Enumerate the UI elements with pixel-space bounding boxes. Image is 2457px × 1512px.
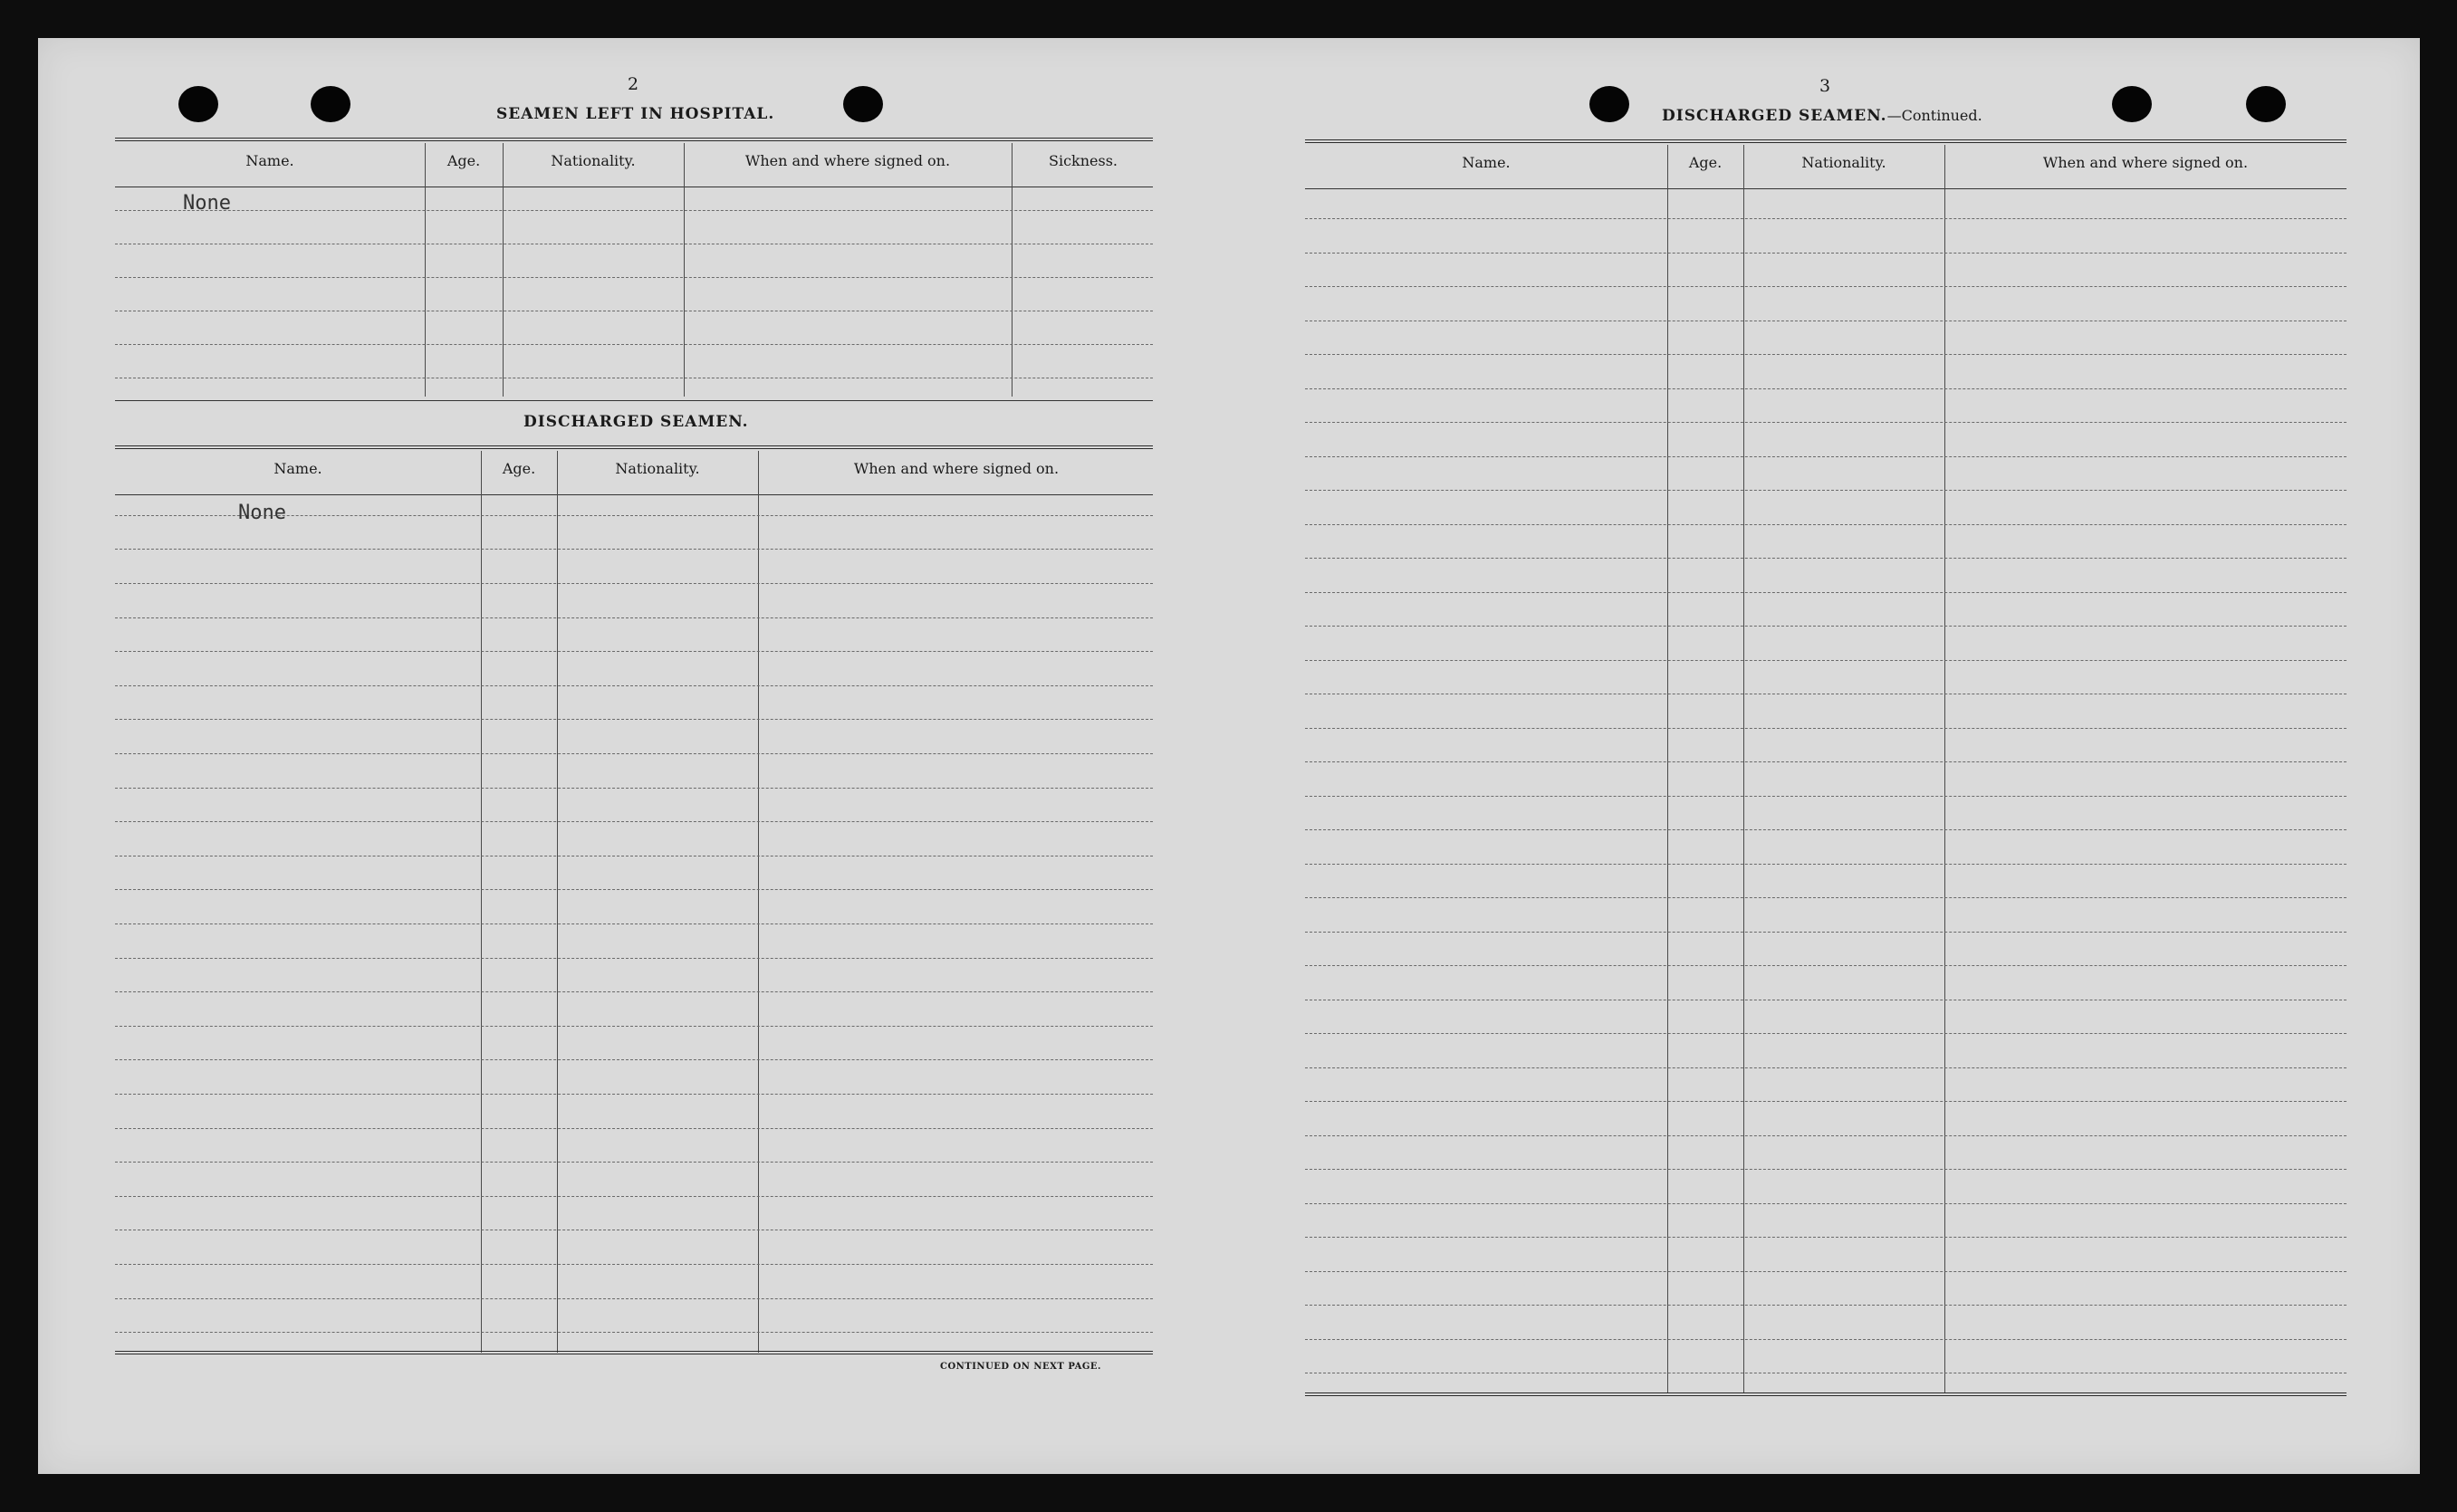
- col-header-age: Age.: [502, 460, 536, 477]
- col-header-name: Name.: [1462, 154, 1511, 171]
- col-header-name: Name.: [245, 152, 294, 169]
- discharged-section-title: DISCHARGED SEAMEN.: [523, 413, 749, 431]
- col-header-nationality: Nationality.: [551, 152, 636, 169]
- left-page-number: 2: [627, 74, 639, 94]
- discharged-table-left: [115, 445, 1153, 1392]
- left-page-title: SEAMEN LEFT IN HOSPITAL.: [496, 105, 775, 123]
- punch-hole: [2246, 86, 2286, 122]
- right-page-title-suffix: —Continued.: [1886, 107, 1982, 124]
- col-header-age: Age.: [446, 152, 481, 169]
- right-page-title: [1662, 107, 1982, 125]
- punch-hole: [843, 86, 883, 122]
- right-page-number: 3: [1819, 76, 1831, 96]
- continued-note: CONTINUED ON NEXT PAGE.: [940, 1362, 1102, 1372]
- discharged-entry: None: [238, 502, 286, 524]
- punch-hole: [178, 86, 218, 122]
- col-header-signed-on: When and where signed on.: [2042, 154, 2249, 171]
- col-header-age: Age.: [1688, 154, 1723, 171]
- document-sheet: [38, 38, 2420, 1474]
- col-header-sickness: Sickness.: [1048, 152, 1118, 169]
- discharged-table-right: [1305, 139, 2347, 1398]
- right-page-title-text: DISCHARGED SEAMEN.: [1662, 107, 1887, 125]
- punch-hole: [1589, 86, 1629, 122]
- col-header-signed-on: When and where signed on.: [744, 152, 951, 169]
- punch-hole: [2112, 86, 2152, 122]
- col-header-nationality: Nationality.: [615, 460, 700, 477]
- punch-hole: [311, 86, 350, 122]
- col-header-nationality: Nationality.: [1801, 154, 1886, 171]
- col-header-signed-on: When and where signed on.: [853, 460, 1060, 477]
- col-header-name: Name.: [274, 460, 322, 477]
- hospital-table: [115, 138, 1153, 398]
- hospital-entry: None: [183, 192, 231, 215]
